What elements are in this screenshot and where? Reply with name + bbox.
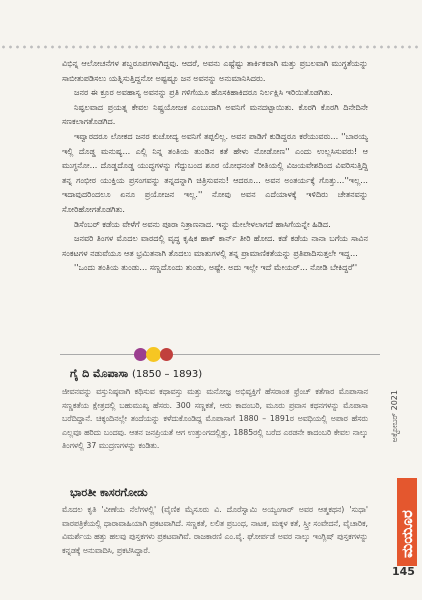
translator-bio-body: ಮೊದಲ ಕೃತಿ 'ವೀಣೆಯ ನೆಲೆಗಳಲ್ಲಿ' (ವೈಣಿಕ ಮೈಸೂರು ವಿ. ದೊರೆಸ್ವಾಮಿ ಅಯ್ಯಂಗಾರ್ ಅವರ ಆತ್ಮಕಥನ) 'ಸುಧಾ' ವಾರಪತ್ರಿಕೆಯಲ್ಲಿ ಧಾರಾವಾಹಿಯಾಗಿ ಪ್ರಕಟವಾಗಿದೆ. ಸಣ್ಣಕತೆ, ಲಲಿತ ಪ್ರಬಂಧ, ನಾಟಕ, ಮಕ್ಕಳ ಕತೆ, ಸ್ತ್ರೀ ಸಂವೇದನೆ, ವೈಚಾರಿಕ, ವಿಮರ್ಶೆಯ ಹತ್ತು ಹಲವು ಪುಸ್ತಕಗಳು ಪ್ರಕಟವಾಗಿವೆ. ರಾಜಕಾರಣಿ ಎಂ.ವೈ. ಘೋರ್ಪಡೆ ಅವರ ನಾಲ್ಕು ಇಂಗ್ಲಿಷ್ ಪುಸ್ತಕಗಳನ್ನು ಕನ್ನಡಕ್ಕೆ ಅನುವಾದಿಸಿ, ಪ್ರಕಟಿಸಿದ್ದಾರೆ.: [62, 505, 368, 555]
page-number: 145: [392, 565, 415, 578]
story-paragraph: ಜನರ ಈ ಕ್ರೂರ ಅವಹಾಸ್ಯ ಅವನನ್ನು ಪ್ರತಿ ಗಳಿಗೆಯೂ ಹೊಸಕಿಹಾಕಿದರೂ ನಿರ್ಲಕ್ಷಿಸಿ ಇರಿಯಿತೊಡಗಿತು.: [74, 87, 333, 98]
story-paragraph: ಇವ್ವಾರದರೂ ಲೋಕದ ಜನರ ಕುಚೋದ್ಯ ಅವನಿಗೆ ತಪ್ಪಲಿಲ್ಲ. ಅವನ ಪಾಡಿಗೆ ಕುಡಿದ್ದರೂ ಕರೆಯುವರು... ''ಬಾರಯ್ಯ ಇಲ್ಲಿ ದೊಡ್ಡ ಮನುಷ್ಯ... ಎಲ್ಲಿ ನಿನ್ನ ತಂತಿಯ ತುಂಡಿನ ಕತೆ ಹೇಳು ನೋಡೋಣ'' ಎಂದು ಉಲ್ಲಸಿಸುವರು! ಆ ಮುಗ್ಧನೋ... ದೊಡ್ಡದೊಡ್ಡ ಯುದ್ಧಗಳನ್ನು ಗೆದ್ದುಬಂದ ಶೂರ ಯೋಧನಂತೆ ರೀತಿಯಲ್ಲಿ ವಿಜಯವೇಶದಿಂದ ವಿವರಿಸುತ್ತಿದ್ದಿ ತನ್ನ ಗಂಭೀರ ಯುಕ್ತಿಯ ಪ್ರಸಂಗವನ್ನು ತನ್ನದನ್ನಾಗಿ ಚಿತ್ರಿಸುವನು! ಆದರೂ... ಅವನ ಅಂತರ್ಯಕ್ಕೆ ಗೊತ್ತು...''ಇಲ್ಲ... ಇದಾವುದರಿಂದಲೂ ಏನೂ ಪ್ರಯೋಜನ ಇಲ್ಲ.'' ನೋವು ಅವನ ಎದೆಯಾಳಕ್ಕೆ ಇಳಿದಿರು ಚೇತನವನ್ನು ಸೋರಿಹೋಗತೊಡಗಿತು.: [62, 130, 368, 214]
red-dot: [160, 348, 173, 361]
story-paragraph: ಡಿಸೆಂಬರ್ ಕಡೆಯ ವೇಳೆಗೆ ಅವನು ಪೂರಾ ನಿತ್ರಾಣನಾದ. ಇನ್ನು ಮೇಲೇಳಲಾಗದೆ ಹಾಸಿಗೆಯನ್ನೇ ಹಿಡಿದ.: [74, 218, 331, 229]
translator-bio: [62, 486, 368, 557]
translator-bio-title: ಭಾರತೀ ಕಾಸರಗೋಡು: [70, 486, 148, 499]
magazine-name: ಮಯೂರ: [398, 510, 416, 558]
story-paragraph: ನಿಷ್ಫಲವಾದ ಪ್ರಯತ್ನ ಕೇವಲ ನಿಷ್ಪ್ರಯೋಜಕ ಎಂಬುದಾಗಿ ಅವನಿಗೆ ಮನದಟ್ಟಾಯಿತು. ಕೊರಗಿ ಕೊರಗಿ ದಿನೇದಿನೇ ಸಣಕಲಾಗತೊಡಗಿದ.: [62, 101, 368, 127]
author-bio-body: ಜೀವನವನ್ನು ವಸ್ತುನಿಷ್ಠವಾಗಿ ಕಥಿಸುವ ಕಥಾವಸ್ತು ಮತ್ತು ಮನೋಜ್ಞ ಅಭಿವ್ಯಕ್ತಿಗೆ ಹೆಸರಾಂತ ಫ್ರೆಂಚ್ ಕತೆಗಾರ ಮೊಪಾಸಾನ ಸಣ್ಣಕತೆಯ ಕ್ಷೇತ್ರದಲ್ಲಿ ಬಹುಮುಖ್ಯ ಹೆಸರು. 300 ಸಣ್ಣಕತೆ, ಆರು ಕಾದಂಬರಿ, ಮೂರು ಪ್ರವಾಸ ಕಥನಗಳನ್ನು ಮೊಪಾಸಾ ಬರೆದಿದ್ದಾನೆ. ಚಿಕ್ಕಂದಿನಲ್ಲೇ ತಂದೆಯನ್ನು ಕಳೆದುಕೊಂಡಿದ್ದ ಮೊಪಾಸಾಗೆ 1880 – 1891ರ ಅವಧಿಯಲ್ಲಿ ಅಪಾರ ಹೆಸರು ಎಲ್ಲವೂ ಹರಿದು ಬಂದವು. ಆತನ ಜನಪ್ರಿಯತೆ ಆಗ ಉತ್ತುಂಗದಲ್ಲಿತ್ತು, 1885ರಲ್ಲಿ ಬರೆದ ಎರಡನೇ ಕಾದಂಬರಿ ಕೇವಲ ನಾಲ್ಕು ತಿಂಗಳಲ್ಲಿ 37 ಮುದ್ರಣಗಳನ್ನು ಕಂಡಿತು.: [62, 387, 368, 451]
story-paragraph: ವಿಭಿನ್ನ ಆಲೋಚನೆಗಳ ಶಬ್ದರೂಪಗಳಾಗಿದ್ದವು. ಆದರೆ, ಅವನು ಎಷ್ಟೆಷ್ಟು ತಾರ್ಕಿಕವಾಗಿ ಮತ್ತು ಪ್ರಬಲವಾಗಿ ಮುಗ್ಧತೆಯನ್ನು ಸಾಬೀತುಪಡಿಸಲು ಯತ್ನಿಸುತ್ತಿದ್ದನೋ ಅಷ್ಟಷ್ಟೂ ಜನ ಅವನನ್ನು ಅನುಮಾನಿಸಿದರು.: [62, 58, 368, 83]
divider-line: [60, 354, 380, 355]
author-bio-title: ಗೈ ದಿ ಮೊಪಾಸಾ (1850 – 1893): [70, 367, 203, 380]
dotted-top-rule: [0, 44, 422, 50]
story-paragraph: ''ಒಂದು ತಂತಿಯ ತುಂಡು... ಸಣ್ಣದೊಂದು ತುಂಡು, ಅಷ್ಟೇ. ಅದು ಇಲ್ಲೇ ಇದೆ ಮೇಯರ್... ನೋಡಿ ಬೇಕಿದ್ದರೆ'': [74, 262, 358, 273]
story-paragraph: ಜನವರಿ ತಿಂಗಳ ಮೊದಲ ವಾರದಲ್ಲಿ ವೃದ್ಧ ಕೃಷಿಕ ಹಾಕ್ ಕಾರ್ನ್ ತೀರಿ ಹೋದ. ಕಡೆ ಕಡೆಯ ನಾನಾ ಬಗೆಯ ಸಾವಿನ ಸಂಕಟಗಳ ನಡುವೆಯೂ ಆತ ಭ್ರಮಿತನಾಗಿ ತೊದಲು ಮಾತುಗಳಲ್ಲಿ ತನ್ನ ಪ್ರಾಮಾಣಿಕತೆಯನ್ನು ಪ್ರತಿಪಾದಿಸುತ್ತಲೇ ಇದ್ದ...: [62, 233, 368, 258]
section-divider: [60, 346, 380, 364]
author-bio: [62, 367, 368, 452]
yellow-dot: [146, 347, 161, 362]
issue-date: ಅಕ್ಟೋಬರ್ 2021: [390, 390, 399, 443]
author-bio-years: (1850 – 1893): [132, 369, 203, 380]
story-text: [62, 56, 368, 275]
